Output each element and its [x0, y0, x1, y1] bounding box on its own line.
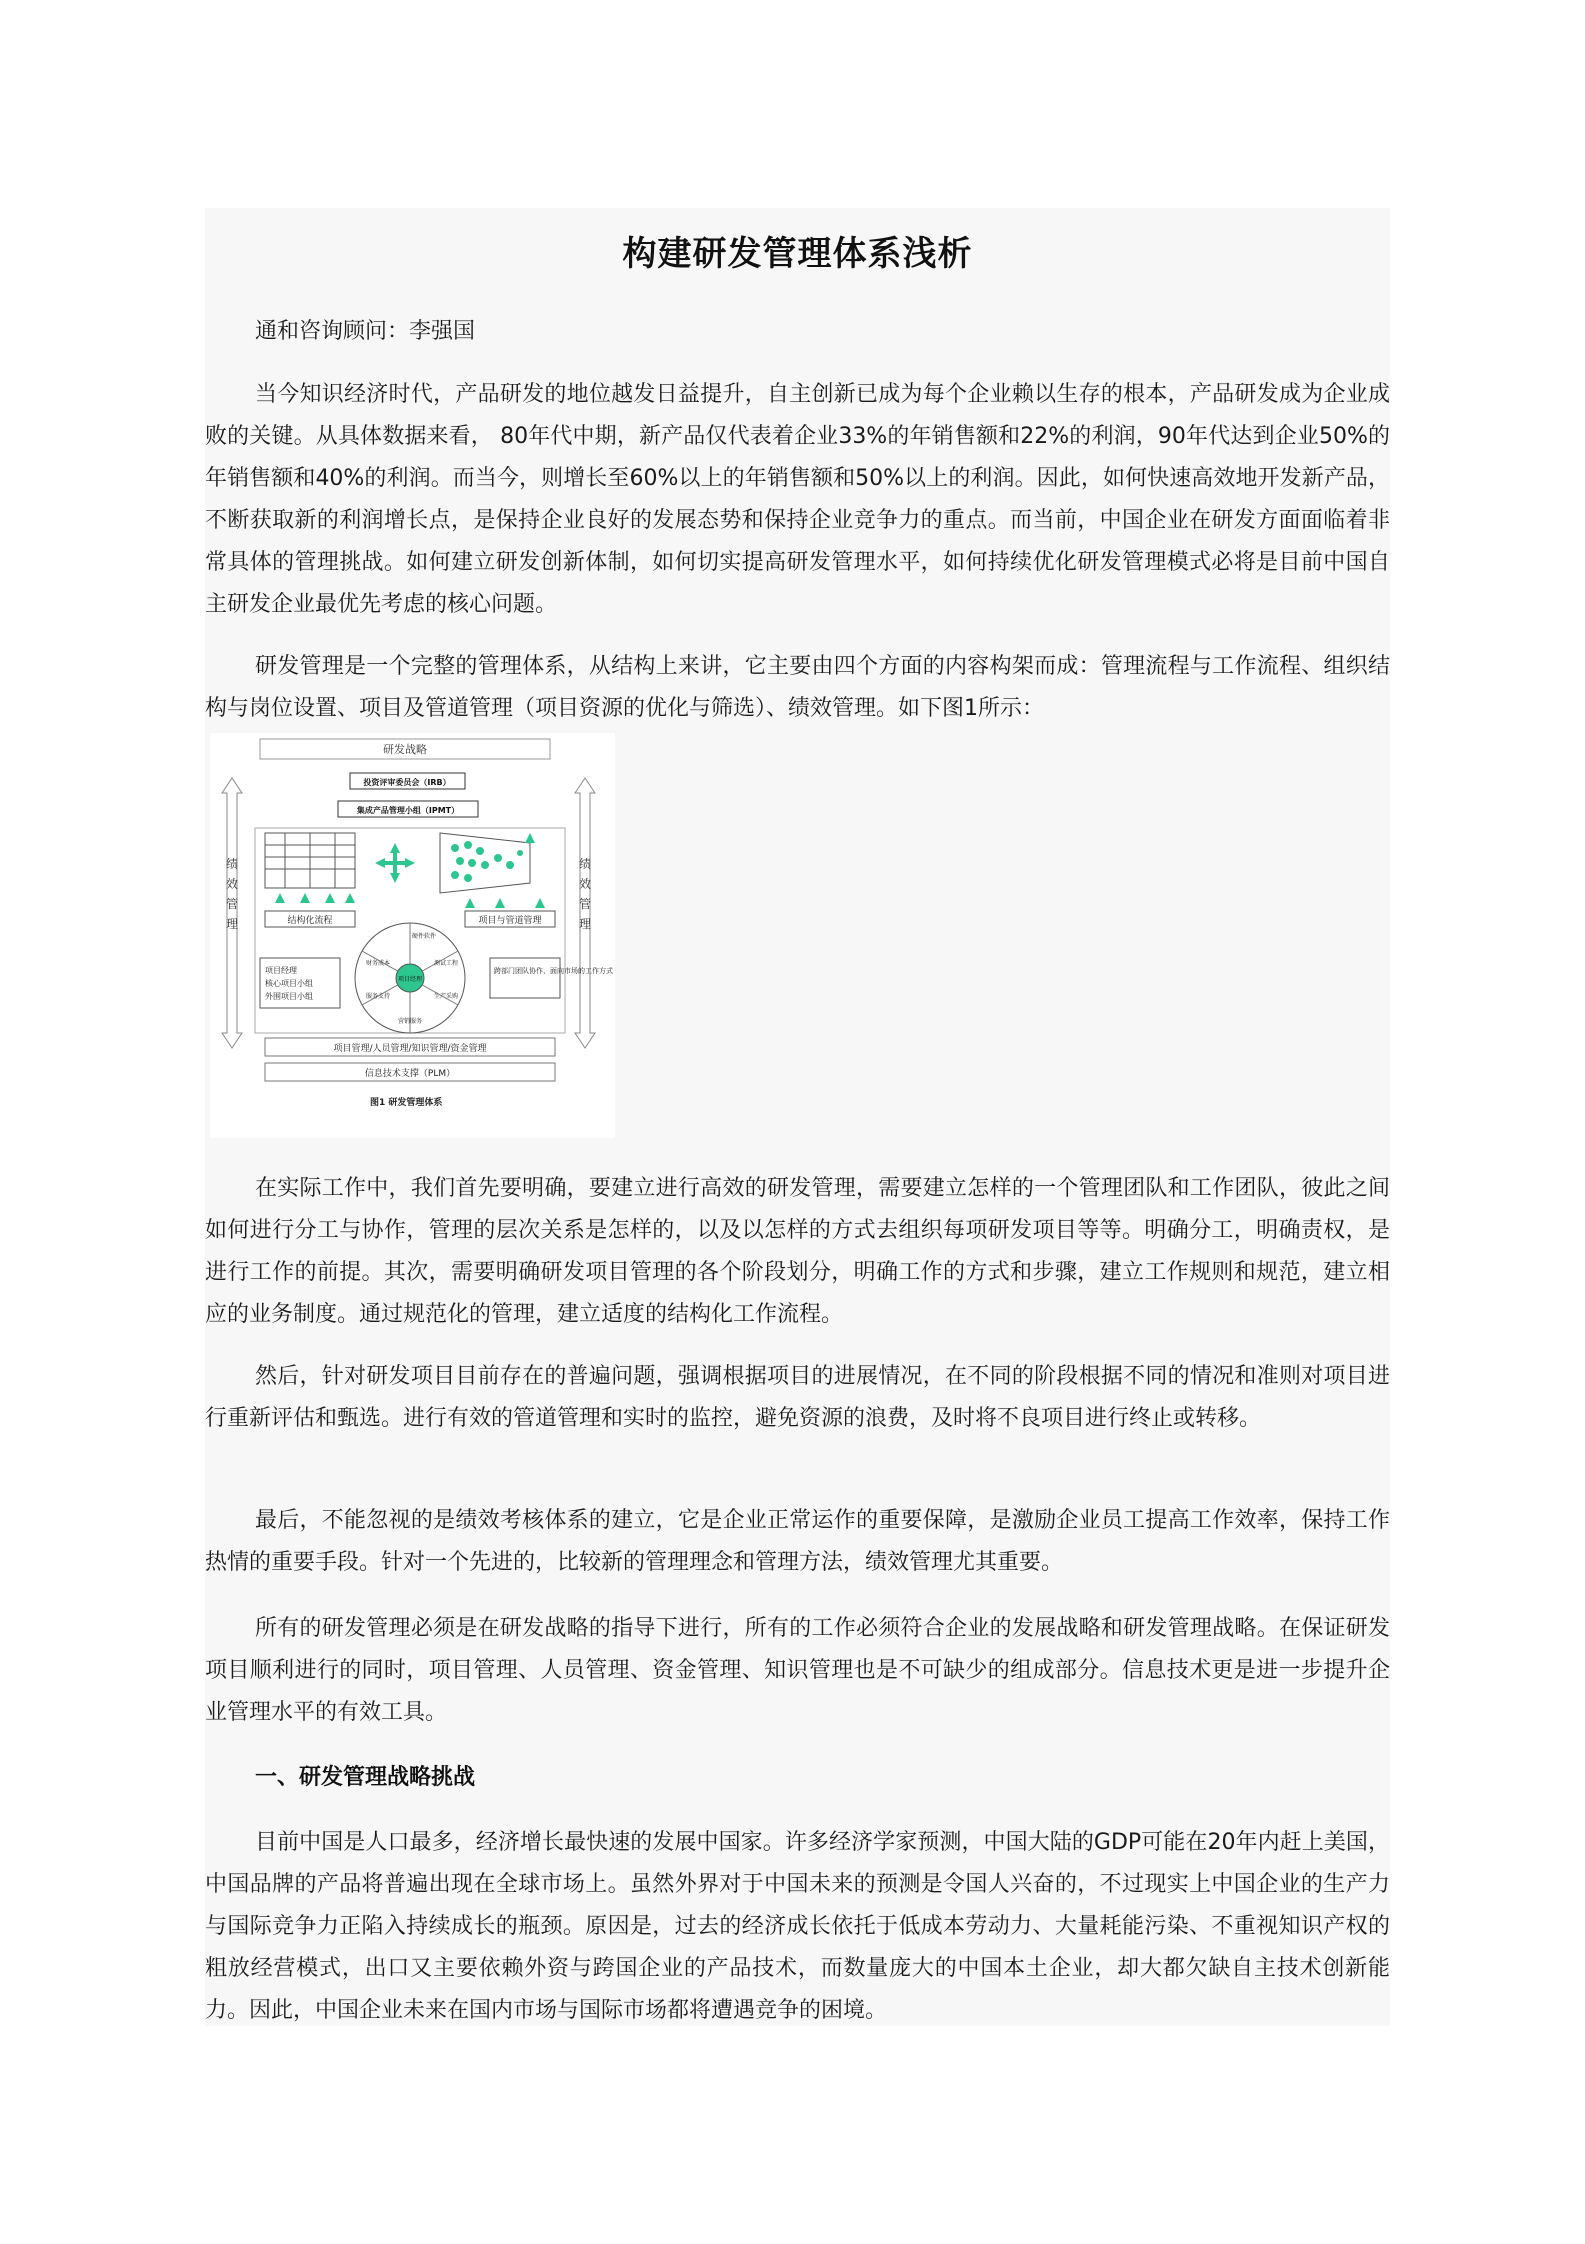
structured-flow-label: 结构化流程 [287, 916, 333, 926]
strategy-bar-label: 研发战略 [383, 743, 427, 756]
paragraph-1: 当今知识经济时代，产品研发的地位越发日益提升，自主创新已成为每个企业赖以生存的根本，产品研发成为企业成败的关键。从具体数据来看， 80年代中期，新产品仅代表着企业33%的年销售额和22%的利润，90年代达到企业50%的年销售额和40%的利润。而当今，则增长至60%以上的年销售额和50%以上的利润。因此，如何快速高效地开发新产品，不断获取新的利润增长点，是保持企业良好的发展态势和保持企业竞争力的重点。而当前，中国企业在研发方面面临着非常具体的管理挑战。如何建立研发创新体制，如何切实提高研发管理水平，如何持续优化研发管理模式必将是目前中国自主研发企业最优先考虑的核心问题。 [205, 382, 1390, 617]
wheel-item-support: 服务支持 [365, 993, 391, 1000]
figure-rd-management-system [210, 733, 615, 1138]
right-side-arrow [575, 778, 595, 1048]
bottom-bar-1-label: 项目管理/人员管理/知识管理/资金管理 [333, 1044, 487, 1054]
pipeline-funnel [440, 833, 545, 908]
team-list-item-3: 外围项目小组 [265, 992, 313, 1001]
structured-flow-grid [265, 833, 355, 888]
bottom-bar-2-label: 信息技术支撑（PLM） [364, 1069, 456, 1079]
left-side-arrow [222, 778, 242, 1048]
irb-box-label: 投资评审委员会（IRB） [363, 778, 451, 787]
page-title: 构建研发管理体系浅析 [622, 234, 973, 274]
center-cross-arrow-icon [375, 843, 415, 883]
wheel-item-production: 生产采购 [433, 993, 459, 1000]
author-line: 通和咨询顾问：李强国 [255, 319, 476, 344]
functional-wheel [355, 923, 465, 1033]
wheel-item-hw-sw: 硬件软件 [411, 933, 437, 940]
paragraph-4: 然后，针对研发项目目前存在的普遍问题，强调根据项目的进展情况，在不同的阶段根据不同的情况和准则对项目进行重新评估和甄选。进行有效的管道管理和实时的监控，避免资源的浪费，及时将不良项目进行终止或转移。 [205, 1364, 1390, 1431]
pipeline-mgmt-label: 项目与管道管理 [478, 916, 542, 926]
wheel-item-marketing: 营销服务 [397, 1018, 423, 1025]
document-page [205, 208, 1390, 2026]
figure-caption: 图1 研发管理体系 [370, 1098, 443, 1108]
team-list-item-2: 核心项目小组 [265, 979, 313, 988]
teamwork-note: 跨部门团队协作、面向市场的工作方式 [494, 967, 613, 975]
wheel-item-finance: 财务成本 [365, 960, 391, 967]
wheel-item-testing: 测试工程 [433, 960, 459, 967]
paragraph-2: 研发管理是一个完整的管理体系，从结构上来讲，它主要由四个方面的内容构架而成：管理流程与工作流程、组织结构与岗位设置、项目及管道管理（项目资源的优化与筛选）、绩效管理。如下图1所示： [205, 654, 1390, 721]
right-side-label: 绩效管理 [579, 857, 592, 931]
paragraph-5: 最后，不能忽视的是绩效考核体系的建立，它是企业正常运作的重要保障，是激励企业员工提高工作效率，保持工作热情的重要手段。针对一个先进的，比较新的管理理念和管理方法，绩效管理尤其重要。 [205, 1508, 1390, 1575]
paragraph-3: 在实际工作中，我们首先要明确，要建立进行高效的研发管理，需要建立怎样的一个管理团队和工作团队，彼此之间如何进行分工与协作，管理的层次关系是怎样的，以及以怎样的方式去组织每项研发项目等等。明确分工，明确责权，是进行工作的前提。其次，需要明确研发项目管理的各个阶段划分，明确工作的方式和步骤，建立工作规则和规范，建立相应的业务制度。通过规范化的管理，建立适度的结构化工作流程。 [205, 1176, 1390, 1327]
teamwork-note-box [490, 958, 560, 998]
section-heading: 一、研发管理战略挑战 [255, 1765, 476, 1790]
paragraph-7: 目前中国是人口最多，经济增长最快速的发展中国家。许多经济学家预测，中国大陆的GDP可能在20年内赶上美国，中国品牌的产品将普遍出现在全球市场上。虽然外界对于中国未来的预测是令国人兴奋的，不过现实上中国企业的生产力与国际竞争力正陷入持续成长的瓶颈。原因是，过去的经济成长依托于低成本劳动力、大量耗能污染、不重视知识产权的粗放经营模式，出口又主要依赖外资与跨国企业的产品技术，而数量庞大的中国本土企业，却大都欠缺自主技术创新能力。因此，中国企业未来在国内市场与国际市场都将遭遇竞争的困境。 [205, 1830, 1390, 2023]
structured-flow-markers [275, 893, 355, 903]
paragraph-6: 所有的研发管理必须是在研发战略的指导下进行，所有的工作必须符合企业的发展战略和研发管理战略。在保证研发项目顺利进行的同时，项目管理、人员管理、资金管理、知识管理也是不可缺少的组成部分。信息技术更是进一步提升企业管理水平的有效工具。 [205, 1616, 1390, 1725]
left-side-label: 绩效管理 [226, 857, 239, 931]
wheel-center-label: 项目经理 [397, 976, 423, 983]
ipmt-box-label: 集成产品管理小组（IPMT） [356, 806, 460, 815]
rd-system-diagram [210, 733, 615, 1138]
team-list-item-1: 项目经理 [265, 966, 297, 975]
